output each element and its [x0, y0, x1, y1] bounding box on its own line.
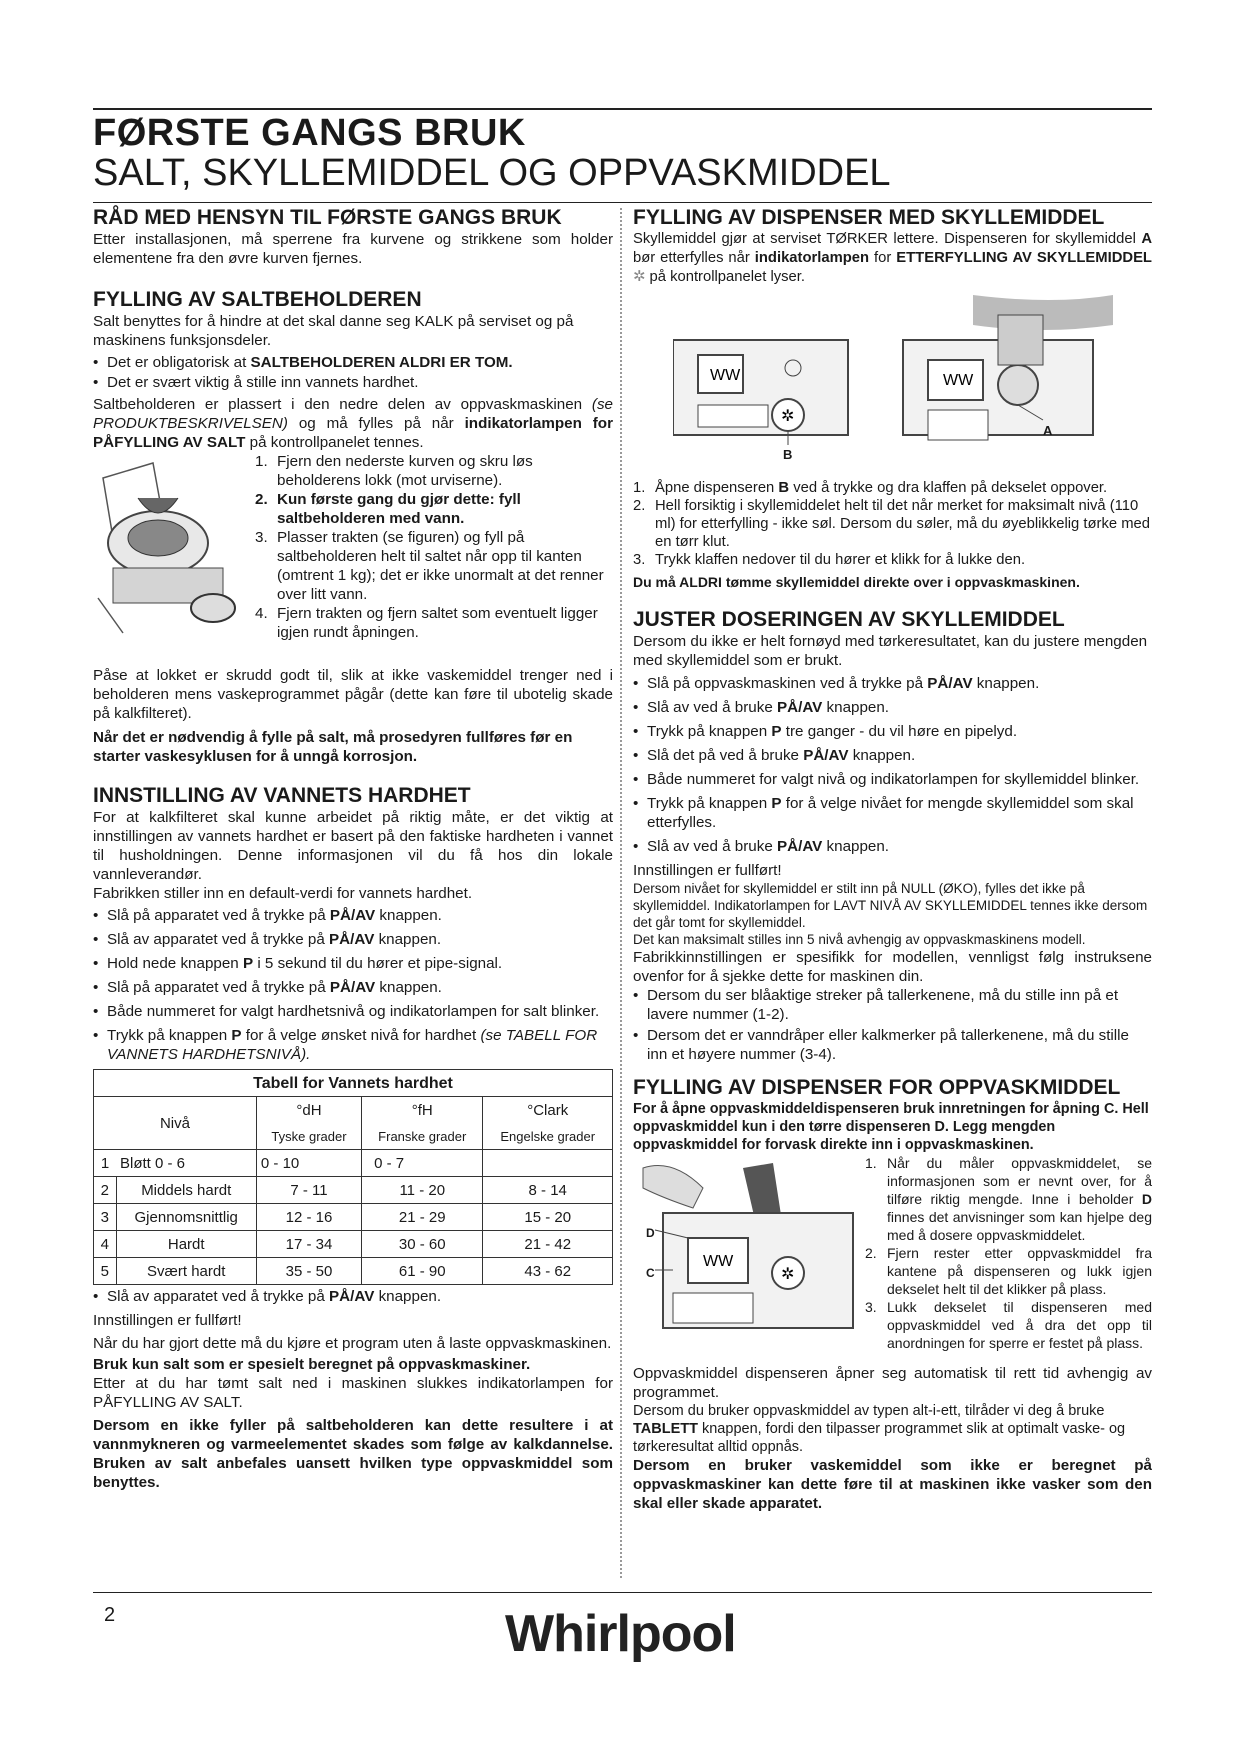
salt-type-note: Bruk kun salt som er spesielt beregnet på oppvaskmaskiner.	[93, 1356, 531, 1373]
rinse-aid-indicator-icon: ✲	[633, 269, 646, 285]
svg-text:✲: ✲	[781, 408, 795, 425]
rinse-aid-figure	[633, 287, 1152, 463]
salt-bullet-2: • Det er svært viktig å stille inn vannets hardhet.	[93, 373, 613, 392]
salt-step-1: 1. Fjern den nederste kurven og skru løs beholderens lokk (mot urviserne).	[255, 453, 533, 489]
first-use-text: Etter installasjonen, må sperrene fra kurvene og strikkene som holder elementene fra den øvre kurven fjernes.	[93, 231, 613, 267]
figure-label-b: B	[783, 447, 793, 462]
adjust-done: Innstillingen er fullført!	[633, 862, 782, 879]
hardness-done: Innstillingen er fullført!	[93, 1312, 242, 1329]
adjust-bullet-6: • Trykk på knappen P for å velge nivået for mengde skyllemiddel som skal etterfylles.	[633, 794, 1152, 832]
th-fh-sub: Franske grader	[362, 1123, 483, 1150]
svg-text:WW: WW	[703, 1253, 734, 1270]
adjust-bullet-2: • Slå av ved å bruke PÅ/AV knappen.	[633, 698, 1152, 717]
section-title-detergent: FYLLING AV DISPENSER FOR OPPVASKMIDDEL	[633, 1076, 1121, 1099]
table-row: 1 Bløtt 0 - 6 0 - 10 0 - 7	[94, 1150, 613, 1177]
svg-text:WW: WW	[710, 367, 741, 384]
detergent-auto-open: Oppvaskmiddel dispenseren åpner seg automatisk til rett tid avhengig av programmet.	[633, 1365, 1152, 1401]
hardness-bullet-6: • Trykk på knappen P for å velge ønsket nivå for hardhet (se TABELL FOR VANNETS HARDHETSNIVÅ).	[93, 1026, 613, 1064]
detergent-intro: For å åpne oppvaskmiddeldispenseren bruk innretningen for åpning C. Hell oppvaskmiddel kun i den tørre dispenseren D. Legg mengden oppvaskmiddel for forvask direkte inn i oppvaskmaskinen.	[633, 1101, 1149, 1153]
rinse-step-2: 2. Hell forsiktig i skyllemiddelet helt til det når merket for maksimalt nivå (110 ml) for etterfylling - ikke søl. Dersom du søler, må du øyeblikkelig tørke med en tørr klut.	[633, 498, 1151, 550]
hardness-bullet-4: • Slå på apparatet ved å trykke på PÅ/AV knappen.	[93, 978, 613, 997]
section-title-salt: FYLLING AV SALTBEHOLDEREN	[93, 288, 422, 311]
adjust-factory-note: Fabrikkinnstillingen er spesifikk for modellen, vennligst følg instruksene ovenfor for å sjekke dette for maskinen din.	[633, 949, 1152, 985]
salt-container-illustration	[93, 458, 261, 638]
rinse-aid-warning: Du må ALDRI tømme skyllemiddel direkte over i oppvaskmaskinen.	[633, 574, 1080, 590]
page-number: 2	[104, 1604, 116, 1626]
rinse-aid-intro: Skyllemiddel gjør at serviset TØRKER lettere. Dispenseren for skyllemiddel A bør etterfylles når indikatorlampen for ETTERFYLLING AV SKYLLEMIDDEL ✲ på kontrollpanelet lyser.	[633, 231, 1152, 285]
svg-text:WW: WW	[943, 372, 974, 389]
hardness-default: Fabrikken stiller inn en default-verdi for vannets hardhet.	[93, 885, 473, 902]
table-row: 3 Gjennomsnittlig 12 - 16 21 - 29 15 - 20	[94, 1204, 613, 1231]
hardness-bullet-2: • Slå av apparatet ved å trykke på PÅ/AV knappen.	[93, 930, 613, 949]
adjust-bullet-1: • Slå på oppvaskmaskinen ved å trykke på PÅ/AV knappen.	[633, 674, 1152, 693]
brand-logo: Whirlpool	[505, 1605, 736, 1663]
detergent-step-3: 3. Lukk dekselet til dispenseren med oppvaskmiddel ved å dra det opp til anordningen for sperre er festet på plass.	[865, 1299, 1152, 1351]
table-title: Tabell for Vannets hardhet	[94, 1070, 613, 1097]
adjust-bullet-7: • Slå av ved å bruke PÅ/AV knappen.	[633, 837, 1152, 856]
section-title-hardness: INNSTILLING AV VANNETS HARDHET	[93, 784, 471, 807]
detergent-step-2: 2. Fjern rester etter oppvaskmiddel fra kantene på dispenseren og lukk igjen dekselet helt til det klikker på plass.	[865, 1245, 1152, 1297]
adjust-zero-note: Dersom nivået for skyllemiddel er stilt inn på NULL (ØKO), fylles det ikke på skyllemiddel. Indikatorlampen for LAVT NIVÅ AV SKYLLEMIDDEL tennes ikke dersom det går tomt for skyllemiddel.	[633, 881, 1148, 930]
th-fh: °fH	[362, 1097, 483, 1124]
header-rule	[93, 202, 1152, 203]
detergent-step-1: 1. Når du måler oppvaskmiddelet, se informasjonen som er nevnt over, for å tilføre riktig mengde. Inne i beholder D finnes det anvisninger som kan hjelpe deg med å dosere oppvaskmiddelet.	[865, 1155, 1152, 1243]
hardness-bullet-3: • Hold nede knappen P i 5 sekund til du hører et pipe-signal.	[93, 954, 613, 973]
figure-label-d: D	[646, 1226, 655, 1240]
figure-label-c: C	[646, 1266, 655, 1280]
page-title: FØRSTE GANGS BRUK	[93, 112, 526, 154]
hardness-bullet-1: • Slå på apparatet ved å trykke på PÅ/AV knappen.	[93, 906, 613, 925]
section-title-first-use: RÅD MED HENSYN TIL FØRSTE GANGS BRUK	[93, 206, 562, 229]
section-title-rinse-aid: FYLLING AV DISPENSER MED SKYLLEMIDDEL	[633, 206, 1105, 229]
footer-rule	[93, 1592, 1152, 1593]
th-clark: °Clark	[483, 1097, 613, 1124]
hardness-after-bullet: • Slå av apparatet ved å trykke på PÅ/AV knappen.	[93, 1287, 613, 1306]
salt-damage-warning: Dersom en ikke fyller på saltbeholderen kan dette resultere i at vannmykneren og varmeelementet skades som følge av kalkdannelse. Bruken av salt anbefales uansett hvilken type oppvaskmiddel som benyttes.	[93, 1417, 613, 1491]
salt-step-4: 4. Fjern trakten og fjern saltet som eventuelt ligger igjen rundt åpningen.	[255, 605, 598, 641]
page-subtitle: SALT, SKYLLEMIDDEL OG OPPVASKMIDDEL	[93, 152, 891, 194]
salt-lid-text: Påse at lokket er skrudd godt til, slik at ikke vaskemiddel trenger ned i beholderen mens vaskeprogrammet pågår (dette kan føre til ubotelig skade på kalkfilteret).	[93, 667, 613, 722]
adjust-levels-note: Det kan maksimalt stilles inn 5 nivå avhengig av oppvaskmaskinens modell.	[633, 932, 1086, 947]
right-column	[633, 206, 1152, 1513]
section-title-adjust-dosage: JUSTER DOSERINGEN AV SKYLLEMIDDEL	[633, 608, 1065, 631]
svg-text:✲: ✲	[781, 1266, 795, 1283]
detergent-warning: Dersom en bruker vaskemiddel som ikke er beregnet på oppvaskmaskiner kan dette føre til at maskinen ikke vasker som den skal eller skade apparatet.	[633, 1457, 1152, 1512]
adjust-bullet-5: • Både nummeret for valgt nivå og indikatorlampen for skyllemiddel blinker.	[633, 770, 1152, 789]
table-row: 5 Svært hardt 35 - 50 61 - 90 43 - 62	[94, 1258, 613, 1285]
salt-steps-block	[93, 452, 613, 666]
salt-intro: Salt benyttes for å hindre at det skal danne seg KALK på serviset og på maskinens funksjonsdeler.	[93, 313, 574, 349]
rinse-step-1: 1. Åpne dispenseren B ved å trykke og dra klaffen på dekselet oppover.	[633, 480, 1108, 496]
th-dh: °dH	[256, 1097, 361, 1124]
detergent-dispenser-illustration	[633, 1158, 858, 1348]
th-clark-sub: Engelske grader	[483, 1123, 613, 1150]
hardness-bullet-5: • Både nummeret for valgt hardhetsnivå og indikatorlampen for salt blinker.	[93, 1002, 613, 1021]
hardness-run-program: Når du har gjort dette må du kjøre et program uten å laste oppvaskmaskinen.	[93, 1335, 612, 1352]
adjust-bullet-4: • Slå det på ved å bruke PÅ/AV knappen.	[633, 746, 1152, 765]
adjust-bullet-3: • Trykk på knappen P tre ganger - du vil høre en pipelyd.	[633, 722, 1152, 741]
hardness-table	[93, 1069, 613, 1285]
table-row: 2 Middels hardt 7 - 11 11 - 20 8 - 14	[94, 1177, 613, 1204]
top-rule	[93, 108, 1152, 110]
th-dh-sub: Tyske grader	[256, 1123, 361, 1150]
salt-corrosion-warning: Når det er nødvendig å fylle på salt, må prosedyren fullføres før en starter vaskesyklusen for å unngå korrosjon.	[93, 729, 573, 765]
hardness-intro: For at kalkfilteret skal kunne arbeidet på riktig måte, er det viktig at innstillingen av vannets hardhet er basert på den faktiske hardheten i vannet til husholdningen. Denne informasjonen vil du få hos din lokale vannleverandør.	[93, 809, 613, 883]
salt-step-3: 3. Plasser trakten (se figuren) og fyll på saltbeholderen helt til saltet når opp til kanten (omtrent 1 kg); det er ikke unormalt at det renner over litt vann.	[255, 529, 604, 603]
figure-label-a: A	[1043, 423, 1053, 438]
salt-location-text: Saltbeholderen er plassert i den nedre delen av oppvaskmaskinen (se PRODUKTBESKRIVELSEN) og må fylles på når indikatorlampen for PÅFYLLING AV SALT på kontrollpanelet tennes.	[93, 396, 613, 451]
th-level: Nivå	[94, 1097, 257, 1150]
salt-lamp-note: Etter at du har tømt salt ned i maskinen slukkes indikatorlampen for PÅFYLLING AV SALT.	[93, 1375, 613, 1411]
adjust-intro: Dersom du ikke er helt fornøyd med tørkeresultatet, kan du justere mengden med skyllemiddel som er brukt.	[633, 633, 1148, 669]
column-divider	[620, 208, 622, 1578]
adjust-bullet-spots: • Dersom det er vanndråper eller kalkmerker på tallerkenene, må du stille inn et høyere nummer (3-4).	[633, 1026, 1152, 1064]
detergent-steps-block	[633, 1154, 1152, 1364]
adjust-bullet-streaks: • Dersom du ser blåaktige streker på tallerkenene, må du stille inn på et lavere nummer (1-2).	[633, 986, 1152, 1024]
left-column	[93, 206, 613, 1492]
salt-bullet-1: • Det er obligatorisk at SALTBEHOLDEREN ALDRI ER TOM.	[93, 353, 613, 372]
detergent-tablet-note: Dersom du bruker oppvaskmiddel av typen alt-i-ett, tilråder vi deg å bruke TABLETT knappen, fordi den tilpasser programmet slik at optimalt vaske- og tørkeresultat alltid oppnås.	[633, 1403, 1126, 1455]
salt-step-2: 2. Kun første gang du gjør dette: fyll saltbeholderen med vann.	[255, 491, 521, 527]
table-row: 4 Hardt 17 - 34 30 - 60 21 - 42	[94, 1231, 613, 1258]
rinse-step-3: 3. Trykk klaffen nedover til du hører et klikk for å lukke den.	[633, 552, 1026, 568]
